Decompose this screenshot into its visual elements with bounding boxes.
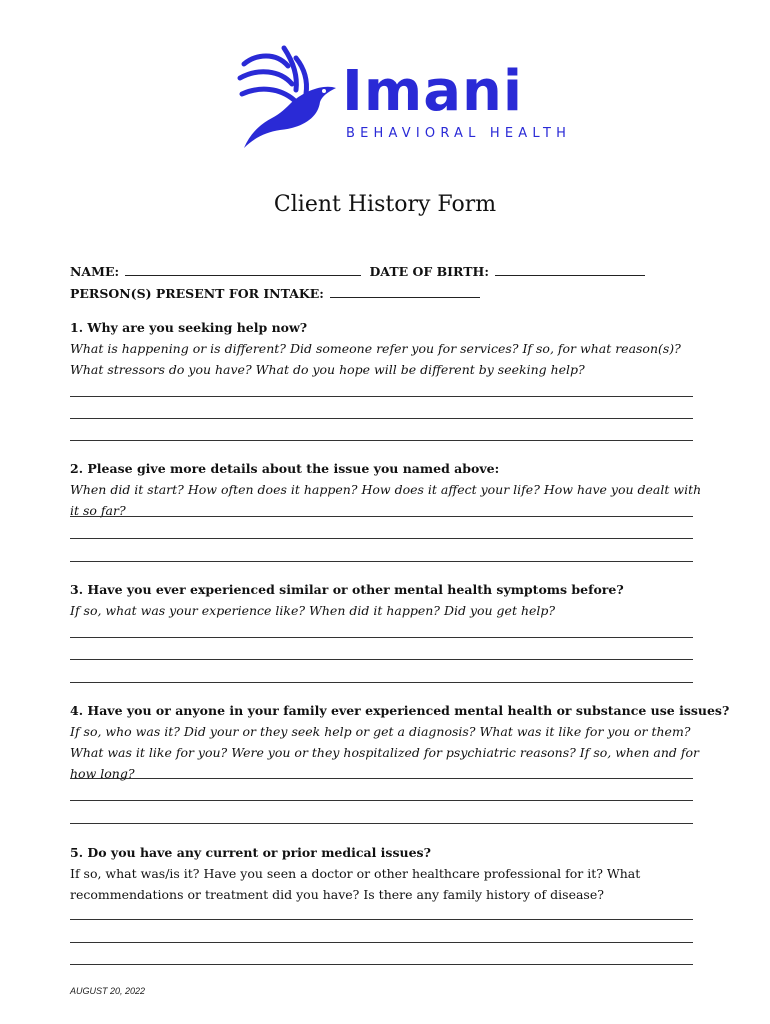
name-dob-row (70, 264, 649, 280)
logo-wordmark: Imani (342, 59, 524, 124)
footer-date: AUGUST 20, 2022 (70, 986, 146, 996)
answer-1-line-3[interactable] (70, 440, 693, 441)
question-1-prompt: What is happening or is different? Did someone refer you for services? If so, for what reason(s)? What stressors do you have? What do you hope will be different by seeking help? (70, 341, 681, 377)
question-5-prompt: If so, what was/is it? Have you seen a doctor or other healthcare professional for it? What recommendations or treatment did you have? Is there any family history of disease? (70, 866, 641, 902)
answer-5-line-3[interactable] (70, 964, 693, 965)
answer-2-line-2[interactable] (70, 538, 693, 539)
question-2-heading: 2. Please give more details about the issue you named above: (70, 461, 500, 476)
dob-label: DATE OF BIRTH: (369, 264, 489, 279)
name-field[interactable] (125, 264, 361, 276)
question-1-heading: 1. Why are you seeking help now? (70, 320, 308, 335)
logo-tagline: BEHAVIORAL HEALTH (346, 126, 572, 141)
page-title: Client History Form (273, 192, 497, 217)
answer-3-line-3[interactable] (70, 682, 693, 683)
answer-5-line-1[interactable] (70, 919, 693, 920)
question-4-heading: 4. Have you or anyone in your family ever experienced mental health or substance use issues? (70, 703, 730, 718)
answer-5-line-2[interactable] (70, 942, 693, 943)
answer-2-line-3[interactable] (70, 561, 693, 562)
name-label: NAME: (70, 264, 120, 279)
persons-field[interactable] (330, 286, 480, 298)
answer-4-line-1[interactable] (70, 778, 693, 779)
brand-logo (236, 44, 572, 154)
question-3-heading: 3. Have you ever experienced similar or other mental health symptoms before? (70, 582, 624, 597)
question-3-prompt: If so, what was your experience like? When did it happen? Did you get help? (70, 603, 556, 618)
answer-1-line-1[interactable] (70, 396, 693, 397)
dove-icon (236, 44, 340, 152)
answer-2-line-1[interactable] (70, 516, 693, 517)
answer-4-line-2[interactable] (70, 800, 693, 801)
answer-3-line-2[interactable] (70, 659, 693, 660)
answer-1-line-2[interactable] (70, 418, 693, 419)
question-5-heading: 5. Do you have any current or prior medical issues? (70, 845, 431, 860)
question-4-prompt: If so, who was it? Did your or they seek help or get a diagnosis? What was it like for you or them? What was it like for you? Were you or they hospitalized for psychiatric reasons? If so, when and for how long? (70, 724, 699, 781)
persons-row (70, 286, 484, 302)
answer-3-line-1[interactable] (70, 637, 693, 638)
persons-label: PERSON(S) PRESENT FOR INTAKE: (70, 286, 324, 301)
answer-4-line-3[interactable] (70, 823, 693, 824)
dob-field[interactable] (495, 264, 645, 276)
question-2-prompt: When did it start? How often does it happen? How does it affect your life? How have you dealt with it so far? (70, 482, 702, 518)
